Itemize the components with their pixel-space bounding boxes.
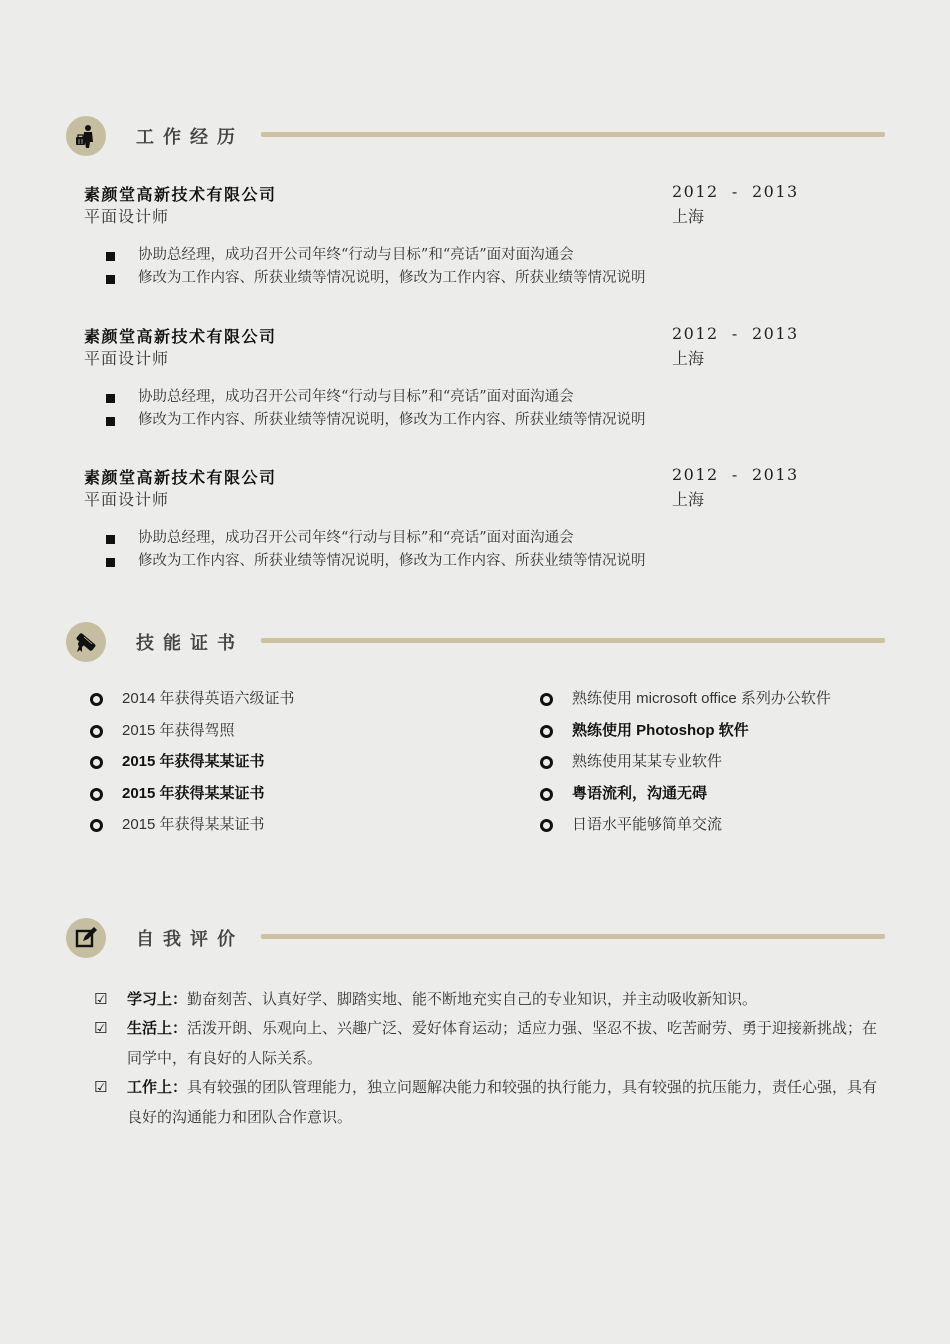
job-period: 2012 - 2013 (672, 465, 799, 484)
item-lead: 生活上： (127, 1019, 188, 1037)
worker-icon (66, 116, 106, 156)
job-role: 平面设计师 (84, 207, 170, 226)
item-lead: 学习上： (127, 990, 188, 1008)
list-item: 2014 年获得英语六级证书 (90, 688, 295, 720)
diploma-icon (66, 622, 106, 662)
job-city: 上海 (672, 490, 705, 509)
company-name: 素颜堂高新技术有限公司 (84, 327, 277, 346)
section-title: 自我评价 (136, 929, 244, 950)
list-item: 修改为工作内容、所获业绩等情况说明，修改为工作内容、所获业绩等情况说明 (104, 267, 646, 290)
list-item (94, 1013, 884, 1073)
certificates-list (90, 688, 295, 846)
company-name: 素颜堂高新技术有限公司 (84, 468, 277, 487)
checkbox-icon: ☑ (94, 1019, 108, 1037)
job-bullets (104, 244, 646, 290)
job-bullets (104, 527, 646, 573)
list-item: 熟练使用某某专业软件 (540, 751, 831, 783)
list-item: 2015 年获得某某证书 (90, 783, 295, 815)
job-role: 平面设计师 (84, 349, 170, 368)
list-item: 2015 年获得某某证书 (90, 751, 295, 783)
skills-section-header (66, 622, 886, 666)
checkbox-icon: ☑ (94, 990, 108, 1008)
list-item: 2015 年获得驾照 (90, 720, 295, 752)
item-text: 活泼开朗、乐观向上、兴趣广泛、爱好体育运动；适应力强、坚忍不拔、吃苦耐劳、勇于迎接新挑战；在同学中，有良好的人际关系。 (127, 1019, 878, 1067)
section-title: 技能证书 (136, 633, 244, 654)
skills-list (540, 688, 831, 846)
job-role: 平面设计师 (84, 490, 170, 509)
section-divider (261, 638, 885, 643)
job-bullets (104, 386, 646, 432)
list-item: 修改为工作内容、所获业绩等情况说明，修改为工作内容、所获业绩等情况说明 (104, 550, 646, 573)
item-lead: 工作上： (127, 1078, 188, 1096)
list-item: 熟练使用 Photoshop 软件 (540, 720, 831, 752)
job-city: 上海 (672, 349, 705, 368)
company-name: 素颜堂高新技术有限公司 (84, 185, 277, 204)
evaluation-list (94, 984, 884, 1131)
list-item: 粤语流利，沟通无碍 (540, 783, 831, 815)
edit-icon (66, 918, 106, 958)
work-section-header (66, 116, 886, 160)
section-title: 工作经历 (136, 127, 244, 148)
list-item: 2015 年获得某某证书 (90, 814, 295, 846)
job-city: 上海 (672, 207, 705, 226)
checkbox-icon: ☑ (94, 1078, 108, 1096)
section-divider (261, 934, 885, 939)
evaluation-section-header (66, 918, 886, 962)
list-item (94, 1072, 884, 1132)
section-divider (261, 132, 885, 137)
list-item: 熟练使用 microsoft office 系列办公软件 (540, 688, 831, 720)
list-item: 修改为工作内容、所获业绩等情况说明，修改为工作内容、所获业绩等情况说明 (104, 409, 646, 432)
list-item: 日语水平能够简单交流 (540, 814, 831, 846)
list-item: 协助总经理，成功召开公司年终“行动与目标”和“亮话”面对面沟通会 (104, 386, 646, 409)
job-period: 2012 - 2013 (672, 182, 799, 201)
job-period: 2012 - 2013 (672, 324, 799, 343)
item-text: 勤奋刻苦、认真好学、脚踏实地、能不断地充实自己的专业知识，并主动吸收新知识。 (187, 990, 758, 1008)
item-text: 具有较强的团队管理能力，独立问题解决能力和较强的执行能力，具有较强的抗压能力，责任心强，具有良好的沟通能力和团队合作意识。 (127, 1078, 878, 1126)
list-item: 协助总经理，成功召开公司年终“行动与目标”和“亮话”面对面沟通会 (104, 244, 646, 267)
list-item (94, 984, 884, 1014)
list-item: 协助总经理，成功召开公司年终“行动与目标”和“亮话”面对面沟通会 (104, 527, 646, 550)
